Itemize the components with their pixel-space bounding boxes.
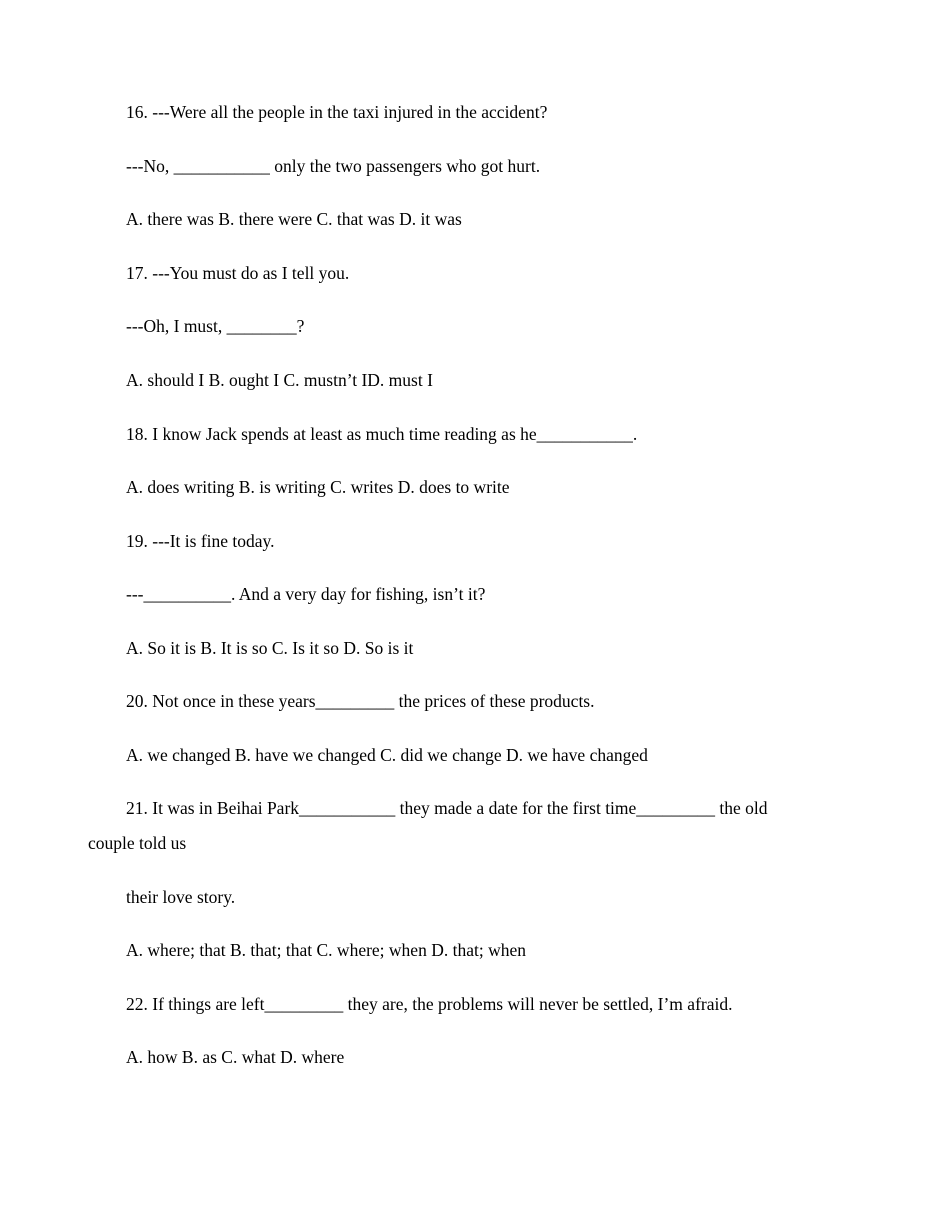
question-21-options: A. where; that B. that; that C. where; when D. that; when [126, 940, 526, 960]
question-22-stem: 22. If things are left_________ they are, the problems will never be settled, I’m afraid. [126, 994, 733, 1014]
question-18-stem: 18. I know Jack spends at least as much time reading as he___________. [126, 424, 638, 444]
question-21-stem-end: their love story. [126, 887, 236, 907]
question-21-stem: 21. It was in Beihai Park___________ they made a date for the first time_________ the old [126, 798, 768, 818]
question-19-stem: 19. ---It is fine today. [126, 531, 275, 551]
question-16-options: A. there was B. there were C. that was D. it was [126, 209, 462, 229]
question-22-options: A. how B. as C. what D. where [126, 1047, 345, 1067]
question-17-reply: ---Oh, I must, ________? [126, 316, 305, 336]
question-16-reply: ---No, ___________ only the two passengers who got hurt. [126, 156, 541, 176]
question-21-stem-continued: couple told us [88, 833, 187, 853]
question-20-options: A. we changed B. have we changed C. did we change D. we have changed [126, 745, 648, 765]
question-19-reply: ---__________. And a very day for fishing, isn’t it? [126, 584, 486, 604]
question-17-stem: 17. ---You must do as I tell you. [126, 263, 350, 283]
question-18-options: A. does writing B. is writing C. writes D. does to write [126, 477, 510, 497]
question-19-options: A. So it is B. It is so C. Is it so D. So is it [126, 638, 414, 658]
question-20-stem: 20. Not once in these years_________ the prices of these products. [126, 691, 595, 711]
question-16-stem: 16. ---Were all the people in the taxi injured in the accident? [126, 102, 548, 122]
question-17-options: A. should I B. ought I C. mustn’t ID. must I [126, 370, 433, 390]
